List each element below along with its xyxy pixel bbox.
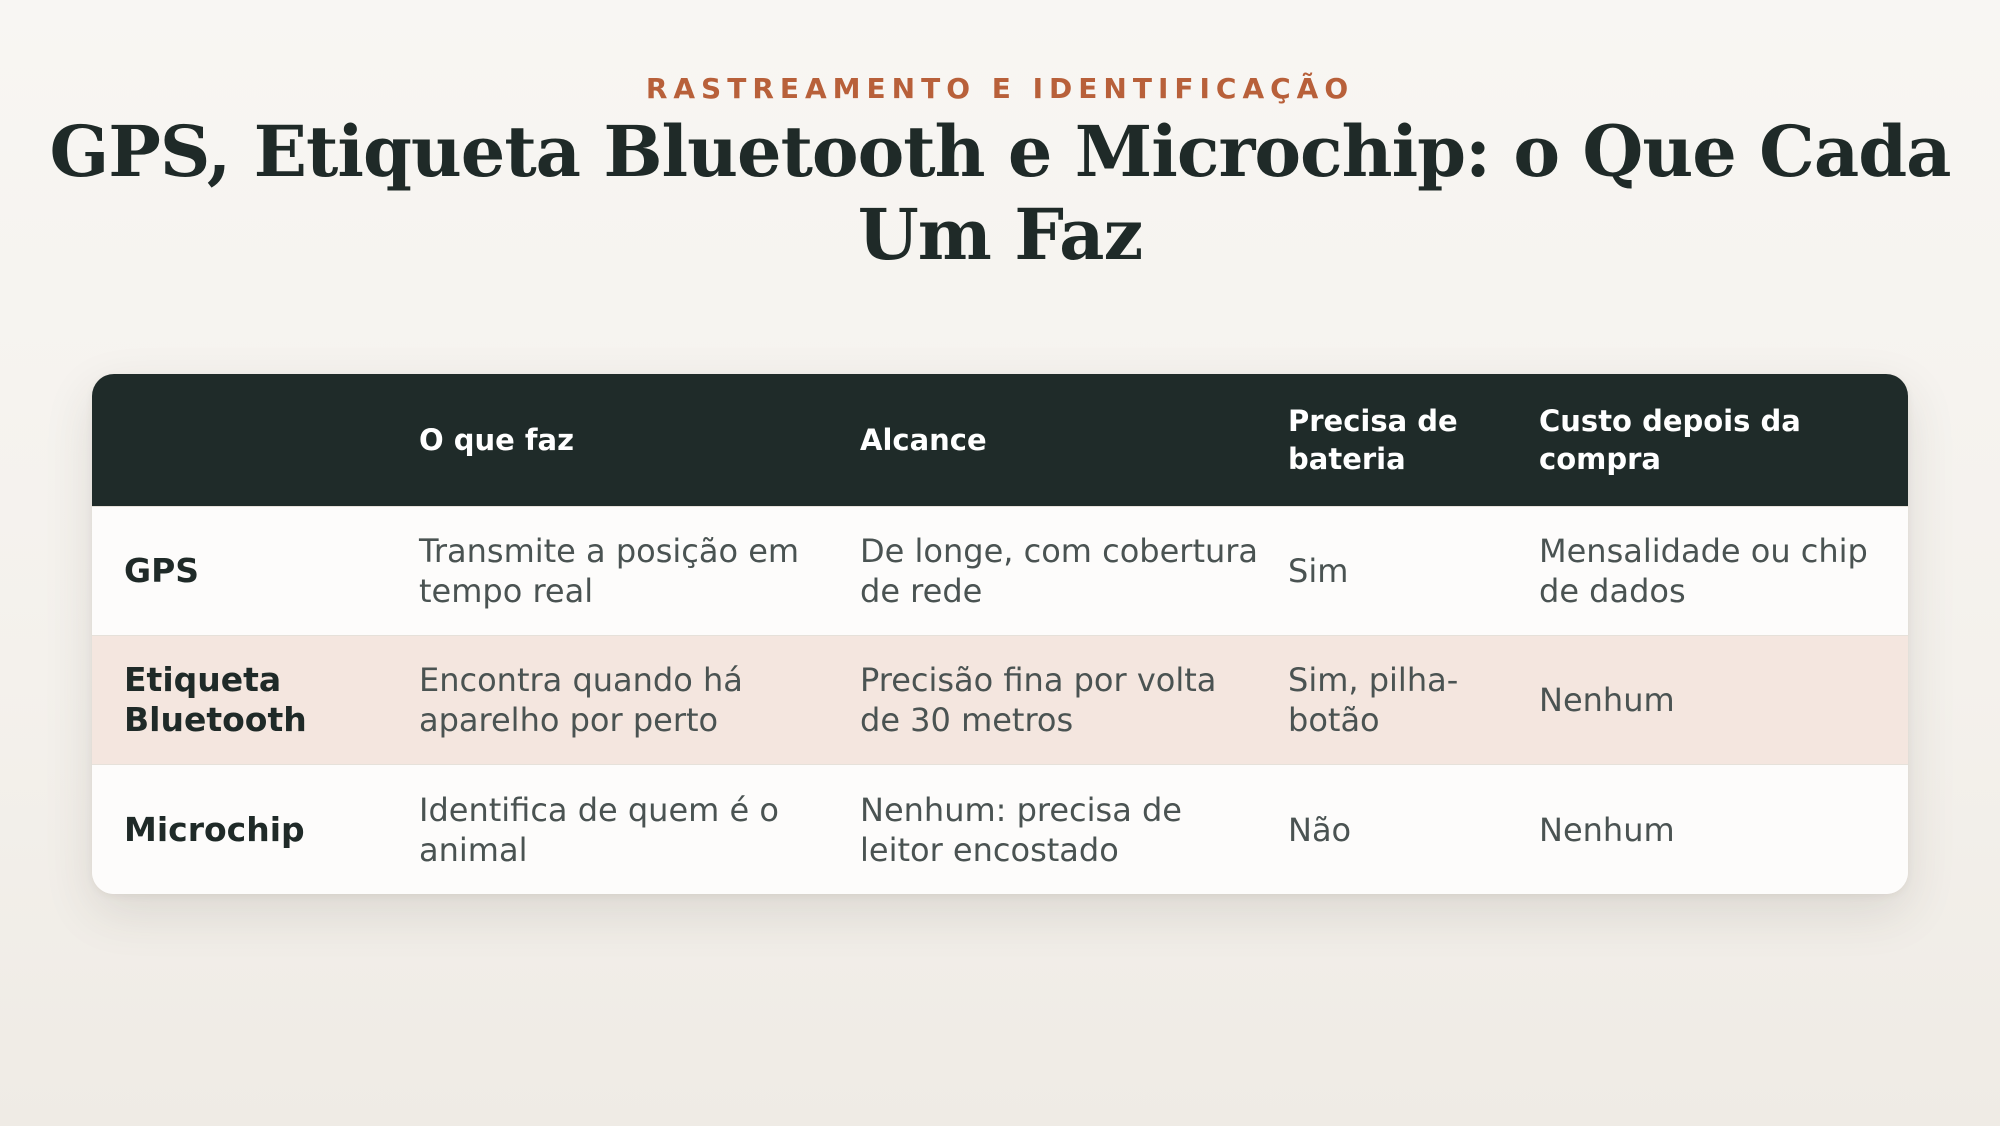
page-title: GPS, Etiqueta Bluetooth e Microchip: o Que Cada Um Faz xyxy=(49,110,1951,276)
cell-range: Precisão fina por volta de 30 metros xyxy=(860,660,1217,739)
comparison-table-card xyxy=(92,374,1908,894)
table-header-row xyxy=(92,374,1908,506)
row-label: Etiqueta Bluetooth xyxy=(124,659,307,739)
table-row-microchip xyxy=(92,765,1908,894)
row-label: Microchip xyxy=(124,809,305,849)
column-header-empty xyxy=(92,374,419,506)
row-label: GPS xyxy=(124,550,200,590)
cell-battery: Sim, pilha-botão xyxy=(1288,660,1459,739)
cell-cost: Nenhum xyxy=(1539,680,1675,719)
cell-cost: Mensalidade ou chip de dados xyxy=(1539,531,1868,610)
column-header-what: O que faz xyxy=(419,422,574,457)
table-row-bluetooth-tag xyxy=(92,635,1908,764)
column-header-battery: Precisa de bateria xyxy=(1288,403,1458,476)
cell-what: Identifica de quem é o animal xyxy=(419,790,779,869)
table-row-gps xyxy=(92,506,1908,635)
cell-battery: Sim xyxy=(1288,551,1349,590)
cell-cost: Nenhum xyxy=(1539,810,1675,849)
cell-what: Encontra quando há aparelho por perto xyxy=(419,660,743,739)
cell-battery: Não xyxy=(1288,810,1352,849)
comparison-table xyxy=(92,374,1908,894)
section-kicker: RASTREAMENTO E IDENTIFICAÇÃO xyxy=(645,72,1355,105)
cell-range: Nenhum: precisa de leitor encostado xyxy=(860,790,1182,869)
cell-range: De longe, com cobertura de rede xyxy=(860,531,1259,610)
column-header-cost: Custo depois da compra xyxy=(1539,403,1801,476)
cell-what: Transmite a posição em tempo real xyxy=(419,531,800,610)
column-header-range: Alcance xyxy=(860,422,987,457)
